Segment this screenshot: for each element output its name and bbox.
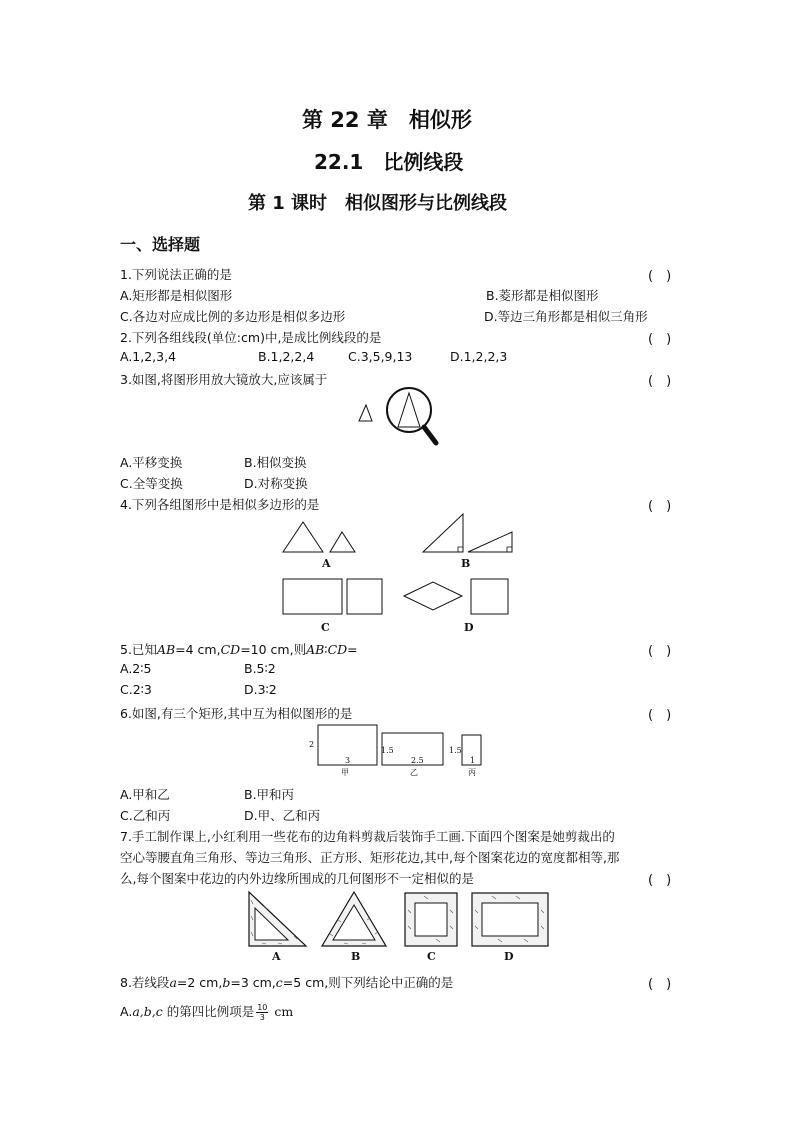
jia-height: 2	[309, 740, 315, 749]
q1-option-a: A.矩形都是相似图形	[120, 288, 233, 303]
q1-stem: 1.下列说法正确的是	[120, 267, 232, 282]
q6-answer-paren: ( )	[648, 708, 672, 723]
q4-answer-paren: ( )	[648, 499, 672, 514]
q4-label-b: B	[461, 557, 471, 570]
q7-answer-paren: ( )	[648, 873, 672, 888]
option-c-square	[347, 579, 382, 614]
q7-label-a: A	[272, 950, 281, 963]
option-d-square	[471, 579, 508, 614]
a-value: =2 cm,	[176, 975, 223, 990]
q2-option-b: B.1,2,2,4	[258, 349, 315, 364]
magnifier-figure	[350, 383, 450, 453]
q5-option-a: A.2∶5	[120, 661, 152, 676]
q6-stem: 6.如图,有三个矩形,其中互为相似图形的是	[120, 706, 353, 721]
q1-answer-paren: ( )	[648, 269, 672, 284]
q1-option-b: B.菱形都是相似图形	[486, 288, 599, 303]
q5-answer-paren: ( )	[648, 644, 672, 659]
magnifier-handle	[424, 427, 436, 443]
section-title: 22.1 比例线段	[314, 150, 464, 174]
q6-option-c: C.乙和丙	[120, 808, 171, 823]
fraction-numerator: 10	[257, 1003, 268, 1012]
q6-option-d: D.甲、乙和丙	[244, 808, 321, 823]
q3-option-d: D.对称变换	[244, 476, 308, 491]
var-c: c	[275, 975, 283, 990]
q8-answer-paren: ( )	[648, 977, 672, 992]
q8-stem	[120, 973, 453, 991]
chapter-title: 第 22 章 相似形	[302, 108, 472, 132]
q3-option-a: A.平移变换	[120, 455, 183, 470]
option-a-small-triangle	[330, 532, 355, 552]
q3-stem: 3.如图,将图形用放大镜放大,应该属于	[120, 372, 328, 387]
q4-stem: 4.下列各组图形中是相似多边形的是	[120, 497, 320, 512]
q5-stem-pre: 5.已知	[120, 642, 157, 657]
q7-line-1: 7.手工制作课上,小红利用一些花布的边角料剪裁后装饰手工画.下面四个图案是她剪裁出的	[120, 829, 615, 844]
q3-option-c: C.全等变换	[120, 476, 183, 491]
option-b-large-right-triangle	[423, 514, 463, 552]
q4-figures	[280, 510, 520, 640]
label-bing: 丙	[468, 768, 476, 777]
bing-height: 1.5	[449, 746, 462, 755]
q5-eq2: =10 cm,则	[240, 642, 307, 657]
segment-ab: AB	[306, 642, 325, 657]
small-triangle	[359, 405, 372, 421]
q3-answer-paren: ( )	[648, 374, 672, 389]
option-c-rectangle	[283, 579, 342, 614]
q7-line-3: 么,每个图案中花边的内外边缘所围成的几何图形不一定相似的是	[120, 871, 474, 886]
q2-stem: 2.下列各组线段(单位:cm)中,是成比例线段的是	[120, 330, 382, 345]
q7-line-2: 空心等腰直角三角形、等边三角形、正方形、矩形花边,其中,每个图案花边的宽度都相等,那	[120, 850, 620, 865]
option-c-inner-square	[415, 903, 447, 936]
q4-label-c: C	[321, 621, 330, 634]
b-value: =3 cm,	[230, 975, 276, 990]
yi-width: 2.5	[411, 756, 424, 765]
label-yi: 乙	[410, 768, 418, 777]
q8-option-a-vars: a,b,c	[132, 1004, 163, 1019]
q8-option-a	[120, 1002, 293, 1022]
q2-option-c: C.3,5,9,13	[348, 349, 413, 364]
q4-label-d: D	[464, 621, 474, 634]
q2-option-d: D.1,2,2,3	[450, 349, 508, 364]
q8-option-a-prefix: A.	[120, 1004, 133, 1019]
q5-option-c: C.2∶3	[120, 682, 152, 697]
q8-stem-pre: 8.若线段	[120, 975, 170, 990]
jia-width: 3	[345, 756, 351, 765]
unit-cm: cm	[274, 1004, 294, 1019]
segment-cd: CD	[220, 642, 241, 657]
option-b-small-right-triangle	[468, 532, 512, 552]
bing-width: 1	[470, 756, 476, 765]
q6-rectangles	[315, 723, 490, 768]
right-angle-mark	[458, 547, 463, 552]
yi-height: 1.5	[381, 746, 394, 755]
q7-label-d: D	[504, 950, 514, 963]
q5-stem	[120, 640, 358, 658]
q6-option-a: A.甲和乙	[120, 787, 170, 802]
label-jia: 甲	[341, 768, 349, 777]
fraction-10-over-3	[256, 1003, 268, 1022]
q6-option-b: B.甲和丙	[244, 787, 295, 802]
option-d-inner-rectangle	[482, 903, 538, 936]
c-value: =5 cm,则下列结论中正确的是	[282, 975, 454, 990]
q5-eq3: =	[347, 642, 358, 657]
lesson-title: 第 1 课时 相似图形与比例线段	[248, 193, 508, 214]
enlarged-triangle	[398, 393, 420, 427]
part-heading: 一、选择题	[120, 235, 201, 254]
q5-eq1: =4 cm,	[175, 642, 221, 657]
segment-ab: AB	[156, 642, 176, 657]
segment-cd: CD	[327, 642, 348, 657]
right-angle-mark	[507, 547, 512, 552]
option-d-rhombus	[404, 582, 462, 610]
fraction-denominator: 3	[259, 1013, 265, 1022]
q1-option-d: D.等边三角形都是相似三角形	[484, 309, 648, 324]
ratio-sign: ∶	[324, 642, 328, 657]
q4-label-a: A	[322, 557, 331, 570]
q2-answer-paren: ( )	[648, 332, 672, 347]
q7-figures	[240, 890, 560, 950]
q7-label-c: C	[427, 950, 436, 963]
q3-option-b: B.相似变换	[244, 455, 307, 470]
q5-option-b: B.5∶2	[244, 661, 276, 676]
q2-option-a: A.1,2,3,4	[120, 349, 177, 364]
q5-option-d: D.3∶2	[244, 682, 277, 697]
var-a: a	[169, 975, 177, 990]
q8-option-a-text: 的第四比例项是	[162, 1004, 255, 1019]
q7-label-b: B	[351, 950, 361, 963]
option-a-large-triangle	[283, 522, 323, 552]
var-b: b	[222, 975, 231, 990]
q1-option-c: C.各边对应成比例的多边形是相似多边形	[120, 309, 346, 324]
